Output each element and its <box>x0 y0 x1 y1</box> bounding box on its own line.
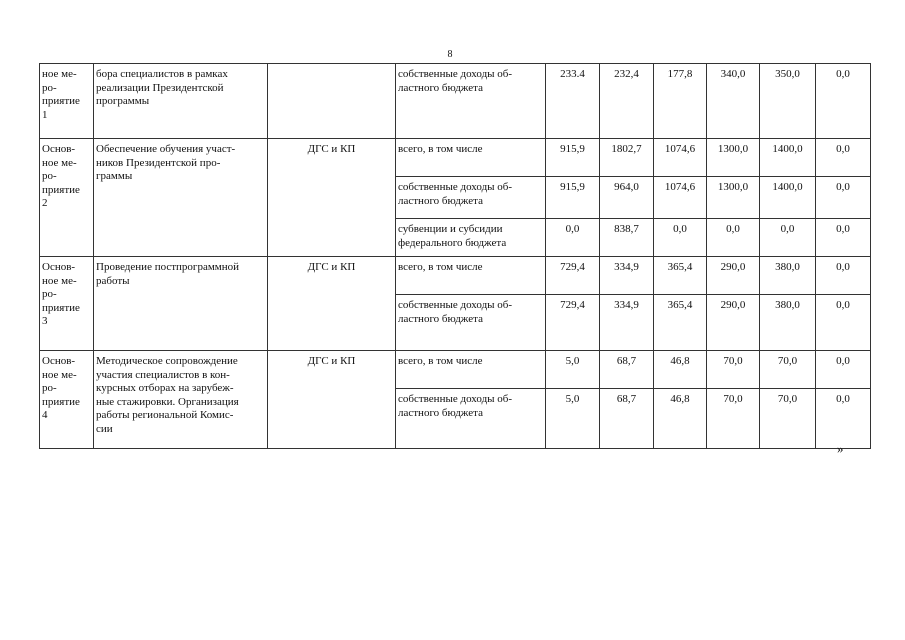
measure-code-cell: Основ- ное ме- ро- приятие 4 <box>40 351 94 449</box>
executor-cell: ДГС и КП <box>268 351 396 449</box>
amount-cell: 964,0 <box>600 177 654 219</box>
amount-cell: 233.4 <box>546 64 600 139</box>
amount-cell: 0,0 <box>654 219 707 257</box>
amount-cell: 915,9 <box>546 177 600 219</box>
amount-cell: 5,0 <box>546 351 600 389</box>
amount-cell: 0,0 <box>816 177 871 219</box>
amount-cell: 46,8 <box>654 389 707 449</box>
amount-cell: 334,9 <box>600 257 654 295</box>
budget-table <box>39 63 871 449</box>
amount-cell: 46,8 <box>654 351 707 389</box>
measure-name-cell: Проведение постпрограммной работы <box>94 257 268 351</box>
amount-cell: 915,9 <box>546 139 600 177</box>
table-row <box>40 351 871 389</box>
amount-cell: 340,0 <box>707 64 760 139</box>
measure-name-cell: бора специалистов в рамках реализации Президентской программы <box>94 64 268 139</box>
amount-cell: 334,9 <box>600 295 654 351</box>
funding-source-cell: всего, в том числе <box>396 257 546 295</box>
amount-cell: 365,4 <box>654 295 707 351</box>
funding-source-cell: собственные доходы об- ластного бюджета <box>396 389 546 449</box>
funding-source-cell: собственные доходы об- ластного бюджета <box>396 295 546 351</box>
amount-cell: 838,7 <box>600 219 654 257</box>
amount-cell: 0,0 <box>760 219 816 257</box>
table-row <box>40 139 871 177</box>
amount-cell: 0,0 <box>816 351 871 389</box>
measure-code-cell: Основ- ное ме- ро- приятие 2 <box>40 139 94 257</box>
measure-code-cell: ное ме- ро- приятие 1 <box>40 64 94 139</box>
amount-cell: 0,0 <box>816 64 871 139</box>
page-number: 8 <box>447 49 453 60</box>
amount-cell: 232,4 <box>600 64 654 139</box>
amount-cell: 380,0 <box>760 257 816 295</box>
amount-cell: 1400,0 <box>760 177 816 219</box>
amount-cell: 729,4 <box>546 295 600 351</box>
amount-cell: 0,0 <box>546 219 600 257</box>
amount-cell: 70,0 <box>760 351 816 389</box>
table-body <box>40 64 871 449</box>
amount-cell: 5,0 <box>546 389 600 449</box>
table-row <box>40 64 871 139</box>
measure-name-cell: Методическое сопровождение участия специалистов в кон- курсных отборах на зарубеж- ные стажировки. Организация работы региональной Комис- сии <box>94 351 268 449</box>
amount-cell: 290,0 <box>707 295 760 351</box>
executor-cell: ДГС и КП <box>268 139 396 257</box>
amount-cell: 0,0 <box>816 139 871 177</box>
executor-cell <box>268 64 396 139</box>
amount-cell: 177,8 <box>654 64 707 139</box>
amount-cell: 350,0 <box>760 64 816 139</box>
amount-cell: 729,4 <box>546 257 600 295</box>
closing-quote: » <box>837 441 844 456</box>
amount-cell: 365,4 <box>654 257 707 295</box>
funding-source-cell: собственные доходы об- ластного бюджета <box>396 177 546 219</box>
amount-cell: 70,0 <box>760 389 816 449</box>
amount-cell: 68,7 <box>600 389 654 449</box>
funding-source-cell: всего, в том числе <box>396 139 546 177</box>
amount-cell: 1074,6 <box>654 177 707 219</box>
amount-cell: 0,0 <box>816 257 871 295</box>
amount-cell: 70,0 <box>707 351 760 389</box>
amount-cell: 380,0 <box>760 295 816 351</box>
funding-source-cell: всего, в том числе <box>396 351 546 389</box>
table-row <box>40 257 871 295</box>
amount-cell: 1074,6 <box>654 139 707 177</box>
amount-cell: 68,7 <box>600 351 654 389</box>
amount-cell: 0,0 <box>707 219 760 257</box>
amount-cell: 1400,0 <box>760 139 816 177</box>
amount-cell: 1300,0 <box>707 177 760 219</box>
amount-cell: 0,0 <box>816 219 871 257</box>
amount-cell: 1802,7 <box>600 139 654 177</box>
amount-cell: 70,0 <box>707 389 760 449</box>
funding-source-cell: собственные доходы об- ластного бюджета <box>396 64 546 139</box>
measure-code-cell: Основ- ное ме- ро- приятие 3 <box>40 257 94 351</box>
executor-cell: ДГС и КП <box>268 257 396 351</box>
amount-cell: 0,0 <box>816 295 871 351</box>
measure-name-cell: Обеспечение обучения участ- ников Президентской про- граммы <box>94 139 268 257</box>
amount-cell: 290,0 <box>707 257 760 295</box>
amount-cell: 0,0 <box>816 389 871 449</box>
amount-cell: 1300,0 <box>707 139 760 177</box>
funding-source-cell: субвенции и субсидии федерального бюджета <box>396 219 546 257</box>
